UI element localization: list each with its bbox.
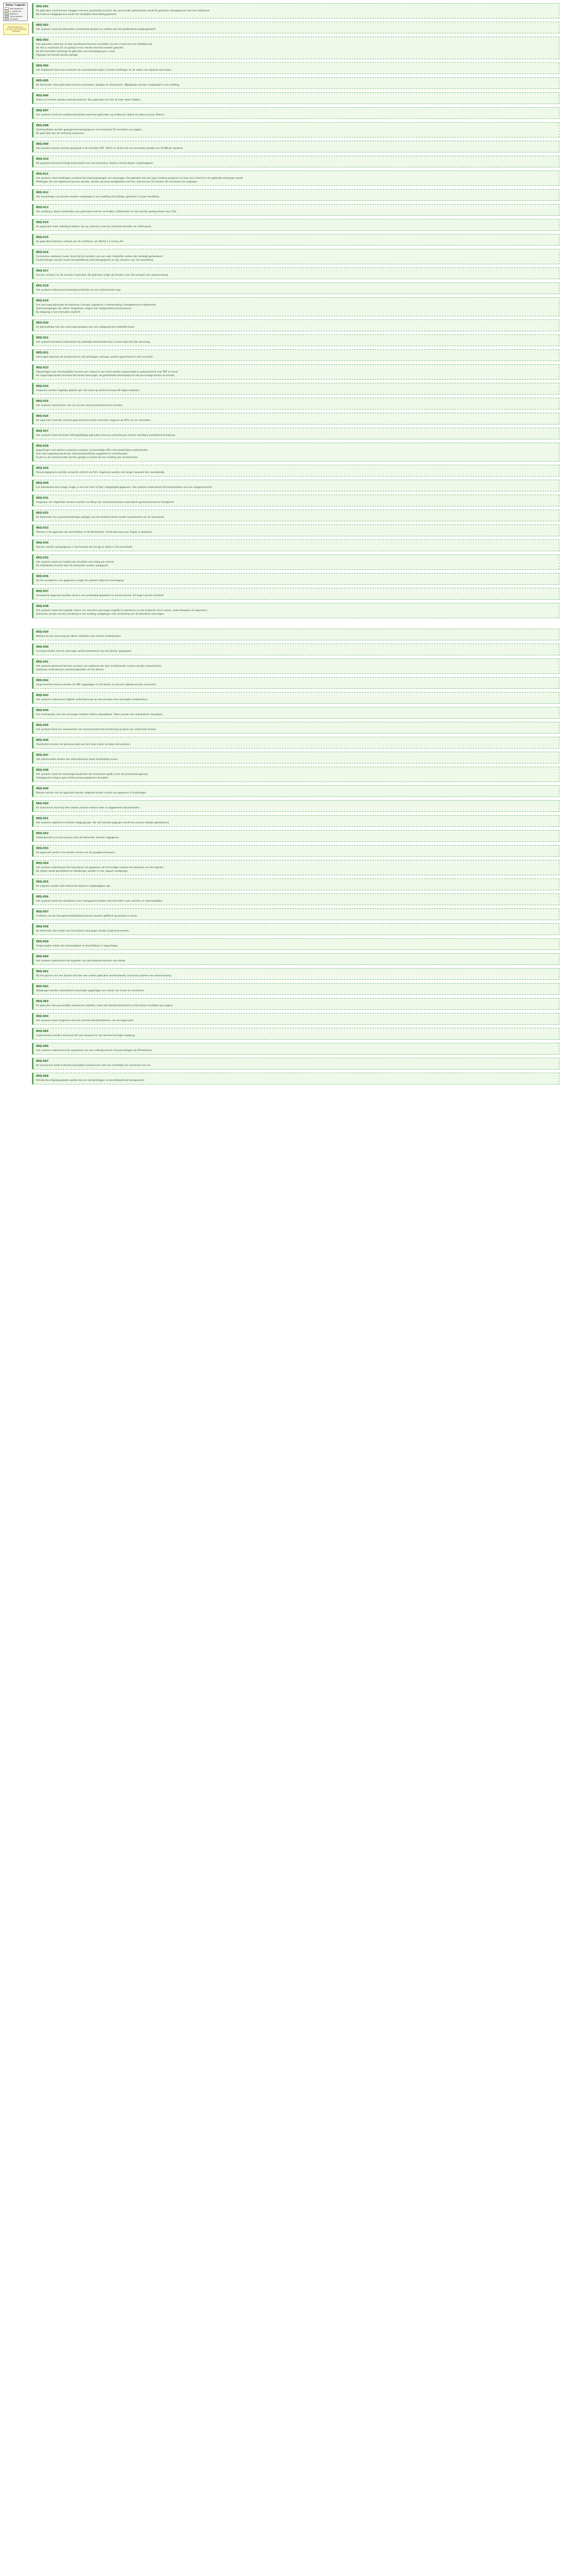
requirement-id: REQ-066: [36, 1045, 49, 1048]
requirement-text: Kritieke beveiligingsupdates worden binnen vijf werkdagen na beschikbaarheid doorgevoerd.: [36, 1079, 145, 1082]
requirement-text: Bij het verwijderen van gegevens vraagt het systeem altijd om bevestiging.: [36, 580, 124, 582]
requirement-id: REQ-046: [36, 739, 49, 742]
requirement-text: Het systeem moet het mogelijk maken om meerdere aanvragen tegelijk te selecteren en een bulkactie uit te voeren, zoals toewijzen of exporteren. Bulkacties worden als één handeling in het auditlog vastgelegd, met vermelding van de betrokken aanvragen.: [36, 609, 208, 616]
requirement-id: REQ-060: [36, 955, 49, 958]
requirement-text: Gegevens worden dagelijks geback-upt. Een back-up wordt minimaal 30 dagen bewaard.: [36, 389, 140, 392]
requirement-text: Het systeem moet minimaal 500 gelijktijdige gebruikers kunnen ondersteunen zonder merkbare prestatievermindering.: [36, 434, 176, 437]
requirement-id: REQ-038: [36, 605, 49, 608]
requirement-text: Datums worden weergegeven in het formaat dd-mm-jjjj en tijden in 24-uursnotatie.: [36, 546, 134, 549]
requirement-text: Een medewerker kan een vervanger instellen tijdens afwezigheid. Taken worden dan automatisch doorgezet.: [36, 714, 163, 716]
requirement-id: REQ-022: [36, 351, 49, 354]
requirement-block: [32, 908, 559, 920]
requirement-text: De behandelaar kan een aanvraag toewijzen aan een collega binnen hetzelfde team.: [36, 326, 135, 329]
requirement-block: [32, 383, 559, 395]
requirement-block: [32, 189, 559, 201]
requirement-id: REQ-005: [36, 79, 49, 82]
requirement-text: De beheerder moet gebruikers kunnen aanmaken, wijzigen en deactiveren. Wijzigingen worden vastgelegd in een auditlog.: [36, 84, 180, 87]
requirement-id: REQ-051: [36, 817, 49, 820]
requirement-block: [32, 785, 559, 797]
requirement-text: Het systeem moet binnen vier uur na een storing hersteld kunnen worden.: [36, 404, 123, 407]
legend-title: Status / Legende: [5, 4, 26, 6]
requirement-id: REQ-039: [36, 631, 49, 634]
requirement-text: Het dashboard toont een overzicht van openstaande taken, recente meldingen en de status van lopende aanvragen.: [36, 69, 172, 72]
requirement-text: Nieuwe versies van de applicatie worden uitgerold zonder verlies van gegevens of instellingen.: [36, 792, 147, 794]
requirement-id: REQ-004: [36, 64, 49, 67]
requirement-id: REQ-024: [36, 385, 49, 388]
requirement-block: [32, 893, 559, 905]
requirement-text: Teksten in de applicatie zijn beschikbaar in het Nederlands. Ondersteuning voor Engels is optioneel.: [36, 531, 153, 534]
legend-item: [5, 18, 26, 20]
requirement-text: Het systeem ondersteunt digitale ondertekening van documenten door bevoegde medewerkers.: [36, 699, 148, 701]
requirement-block: [32, 524, 559, 536]
legend-swatch: [5, 18, 9, 20]
requirement-block: [32, 77, 559, 89]
requirement-block: [32, 443, 559, 462]
requirement-id: REQ-043: [36, 694, 49, 697]
requirement-id: REQ-042: [36, 679, 49, 682]
requirement-id: REQ-014: [36, 221, 49, 224]
requirement-id: REQ-061: [36, 970, 49, 973]
requirement-block: [32, 413, 559, 425]
requirement-text: Het systeem moet integreren met het centrale identiteitsbeheer van de organisatie.: [36, 1020, 135, 1022]
requirement-id: REQ-012: [36, 191, 49, 194]
requirement-block: [32, 297, 559, 316]
requirement-block: [32, 998, 559, 1010]
requirement-id: REQ-065: [36, 1030, 49, 1033]
requirement-block: [32, 171, 559, 186]
requirement-id: REQ-031: [36, 497, 49, 500]
requirement-text: Het systeem moet een testomgeving bieden die functioneel gelijk is aan de productieomgeving. Testgegevens mogen geen echte persoonsgegevens bevatten.: [36, 773, 148, 779]
requirement-text: Een betrokkene kan inzage vragen in de over hem of haar vastgelegde gegevens. Het systeem ondersteunt het samenstellen van een inzageoverzicht.: [36, 486, 212, 489]
requirement-id: REQ-011: [36, 173, 49, 176]
requirement-id: REQ-025: [36, 400, 49, 403]
requirement-block: [32, 573, 559, 585]
requirement-block: [32, 737, 559, 749]
requirement-text: Grafieken op het managementdashboard kunnen worden gefilterd op periode en team.: [36, 915, 138, 918]
requirement-block: [32, 156, 559, 167]
requirement-text: Elk geüpload document krijgt automatisch een versienummer. Oudere versies blijven raadpleegbaar.: [36, 162, 154, 165]
requirement-text: Gegenereerde brieven worden als PDF opgeslagen in het dossier en kunnen digitaal worden verzonden.: [36, 684, 157, 686]
requirement-block: [32, 767, 559, 782]
requirements-list: [32, 3, 559, 1088]
requirement-id: REQ-020: [36, 321, 49, 325]
legend-label: Niet begonnen: [10, 7, 23, 10]
requirement-block: [32, 588, 559, 600]
requirement-block: [32, 334, 559, 346]
legend-label: Vervallen: [10, 18, 19, 20]
requirement-block: [32, 554, 559, 570]
requirement-block: [32, 1073, 559, 1084]
requirement-block: [32, 878, 559, 890]
requirement-text: Toegevoegde velden zijn doorzoekbaar en beschikbaar in rapportages.: [36, 945, 119, 947]
requirement-block: [32, 1043, 559, 1055]
requirement-text: Geblokkeerde accounts kunnen door de beheerder worden vrijgegeven.: [36, 837, 120, 839]
requirement-id: REQ-068: [36, 1075, 49, 1078]
requirement-block: [32, 249, 559, 264]
requirement-id: REQ-063: [36, 1000, 49, 1003]
requirement-block: [32, 364, 559, 380]
requirement-text: De gebruiker moet kunnen inloggen met een persoonlijk account. Na succesvolle authenticatie wordt de gebruiker doorgestuurd naar het dashboard. Bij foutieve inloggegevens wordt een duidelijke foutmelding getoond.: [36, 10, 210, 16]
requirement-text: Rapportages over doorlooptijden kunnen per maand en per team worden opgevraagd en geëxporteerd naar PDF en Excel. De rapportage bevat minimaal het aantal aanvragen, de gemiddelde doorlooptijd en het percentage binnen de termijn.: [36, 371, 179, 377]
requirement-id: REQ-021: [36, 336, 49, 340]
status-legend: [3, 3, 28, 21]
requirement-block: [32, 752, 559, 764]
requirement-id: REQ-026: [36, 415, 49, 418]
requirement-block: [32, 800, 559, 812]
requirement-id: REQ-034: [36, 541, 49, 545]
requirement-id: REQ-023: [36, 366, 49, 369]
requirement-text: Het systeem genereert brieven op basis van sjablonen die door de beheerder kunnen worden onderhouden. Sjablonen ondersteunen samenvoegvelden uit het dossier.: [36, 665, 162, 671]
requirement-block: [32, 282, 559, 294]
requirement-block: [32, 319, 559, 331]
requirement-block: [32, 92, 559, 104]
confidential-notice: VERTROUWELIJK — ALLEEN VOOR INTERN GEBRUIK: [3, 24, 29, 35]
requirement-block: [32, 603, 559, 618]
requirement-id: REQ-067: [36, 1060, 49, 1063]
requirement-id: REQ-027: [36, 430, 49, 433]
requirement-id: REQ-044: [36, 709, 49, 712]
requirement-id: REQ-062: [36, 985, 49, 988]
requirement-id: REQ-049: [36, 787, 49, 790]
requirement-text: Het systeem ondersteunt het importeren van gegevens uit het huidige systeem ten behoeve van de migratie. De import wordt gevalideerd en afwijkingen worden in een rapport vastgelegd.: [36, 867, 164, 873]
requirement-block: [32, 398, 559, 410]
requirement-text: Rollen en rechten worden centraal beheerd. Een gebruiker kan één of meer rollen hebben.: [36, 99, 142, 101]
requirement-id: REQ-040: [36, 646, 49, 649]
requirement-block: [32, 692, 559, 704]
requirement-id: REQ-017: [36, 269, 49, 273]
requirement-block: [32, 122, 559, 138]
requirement-block: [32, 722, 559, 734]
requirement-text: Formulieren valideren invoer direct bij het verlaten van een veld. Verplichte velden zijn duidelijk gemarkeerd. Foutmeldingen worden naast het betreffende veld weergegeven en zijn voorzien van een toelichting.: [36, 256, 163, 262]
requirement-text: Teamleiders kunnen de werkvoorraad van hun team inzien en taken herverdelen.: [36, 743, 131, 746]
requirement-block: [32, 1058, 559, 1070]
requirement-block: [32, 845, 559, 857]
requirement-text: Het systeem ondersteunt het koppelen van gerelateerde dossiers aan elkaar.: [36, 960, 126, 962]
requirement-block: [32, 860, 559, 875]
requirement-block: [32, 510, 559, 521]
requirement-block: [32, 1028, 559, 1040]
requirement-block: [32, 968, 559, 980]
legend-label: Afgerond: [10, 12, 18, 15]
requirement-text: De applicatie moet volledig bruikbaar zijn op schermen met een minimale breedte van 1024 pixels.: [36, 226, 152, 228]
requirement-id: REQ-057: [36, 910, 49, 913]
requirement-id: REQ-018: [36, 284, 49, 287]
requirement-block: [32, 643, 559, 655]
requirement-id: REQ-055: [36, 880, 49, 884]
requirement-block: [32, 830, 559, 842]
requirement-text: Notities bij een aanvraag zijn alleen zichtbaar voor interne medewerkers.: [36, 635, 122, 638]
requirement-block: [32, 629, 559, 640]
legend-label: In uitvoering: [10, 10, 22, 12]
requirement-id: REQ-045: [36, 724, 49, 727]
requirement-text: Koppelingen met externe systemen verlopen via beveiligde API's met wederzijdse authenticatie. Voor elke koppeling wordt een interfacespecificatie opgesteld en onderhouden. Fouten in de communicatie worden gelogd en leiden tot een melding aan de beheerder.: [36, 449, 148, 459]
requirement-text: Een gebruiker moet zijn of haar wachtwoord kunnen herstellen via een e-mail met een tijdelijke link. De link is maximaal 24 uur geldig en kan slechts eenmaal worden gebruikt. Na het herstellen ontvangt de gebruiker een bevestiging per e-mail. Pogingen tot herstel worden gelogd.: [36, 43, 153, 57]
requirement-text: Het systeem moet een helpfunctie bevatten met uitleg per scherm. De helpteksten kunnen door de beheerder worden aangepast.: [36, 561, 115, 567]
requirement-id: REQ-036: [36, 575, 49, 578]
requirement-block: [32, 234, 559, 246]
requirement-text: De applicatie werkt in de actuele versies van de gangbare browsers.: [36, 852, 116, 854]
requirement-id: REQ-054: [36, 862, 49, 865]
requirement-block: [32, 204, 559, 216]
requirement-block: [32, 677, 559, 689]
requirement-id: REQ-002: [36, 24, 49, 27]
requirement-block: [32, 539, 559, 551]
requirement-id: REQ-058: [36, 925, 49, 928]
requirement-block: [32, 219, 559, 231]
requirement-text: De applicatie moet bij normaal gebruik binnen twee seconden reageren op 95% van de verzoeken.: [36, 419, 152, 422]
requirement-block: [32, 707, 559, 719]
requirement-block: [32, 495, 559, 506]
requirement-block: [32, 37, 559, 59]
requirement-block: [32, 62, 559, 74]
requirement-id: REQ-028: [36, 445, 49, 448]
requirement-text: Wijzigingen worden automatisch tussentijds opgeslagen om verlies van invoer te voorkomen.: [36, 990, 145, 992]
requirement-text: Een aanvraag doorloopt de statussen Concept, Ingediend, In behandeling, Goedgekeurd en Afgewezen. Statusovergangen zijn alleen toegestaan volgens het vastgestelde processchema. Bij afwijzing is een motivatie verplicht.: [36, 304, 157, 314]
requirement-id: REQ-056: [36, 895, 49, 899]
requirement-block: [32, 938, 559, 950]
requirement-id: REQ-015: [36, 236, 49, 239]
requirement-text: Documenten kunnen worden geüpload in de formaten PDF, DOCX en XLSX met een maximale grootte van 20 MB per bestand.: [36, 147, 184, 150]
requirement-id: REQ-016: [36, 251, 49, 254]
requirement-text: Alle handelingen op dossiers worden vastgelegd in een auditlog met tijdstip, gebruiker en type handeling.: [36, 196, 160, 198]
requirement-text: Het systeem toont per medewerker een werkvoorraad met prioritering op basis van resterende termijn.: [36, 728, 157, 731]
requirement-id: REQ-019: [36, 299, 49, 302]
requirement-block: [32, 3, 559, 19]
requirement-id: REQ-047: [36, 754, 49, 757]
requirement-block: [32, 141, 559, 152]
requirement-id: REQ-030: [36, 482, 49, 485]
requirement-text: Het systeem registreert mislukte inlogpogingen. Na vijf mislukte pogingen wordt het account tijdelijk geblokkeerd.: [36, 822, 170, 824]
requirement-text: Alle datumvelden bieden een kalenderkeuze naast handmatige invoer.: [36, 758, 119, 761]
requirement-text: Het systeem ondersteunt tweestapsverificatie via een authenticator-app.: [36, 289, 122, 292]
requirement-text: Bij het openen van een dossier dat door een andere gebruiker wordt bewerkt, toont het systeem een waarschuwing.: [36, 975, 172, 977]
legend-label: Geaccepteerd: [10, 15, 23, 18]
requirement-text: Verwijderde gegevens worden eerst in een prullenbak geplaatst en kunnen binnen 30 dagen worden hersteld.: [36, 595, 164, 597]
requirement-id: REQ-032: [36, 512, 49, 515]
requirement-id: REQ-007: [36, 109, 49, 112]
requirement-id: REQ-013: [36, 206, 49, 209]
requirement-id: REQ-035: [36, 556, 49, 560]
requirement-id: REQ-048: [36, 769, 49, 772]
requirement-text: Aanvragen waarvan de termijn binnen vijf werkdagen verloopt, worden gemarkeerd in het overzicht.: [36, 356, 154, 359]
requirement-text: De gebruikersinterface voldoet aan de richtlijnen van WCAG 2.1 niveau AA.: [36, 241, 124, 243]
requirement-block: [32, 465, 559, 477]
requirement-block: [32, 349, 559, 361]
requirement-id: REQ-008: [36, 124, 49, 127]
requirement-text: Het systeem moet een dashboard voor management bieden met kerncijfers over volumes en doorlooptijden.: [36, 900, 163, 903]
requirement-id: REQ-050: [36, 802, 49, 805]
requirement-id: REQ-033: [36, 527, 49, 530]
requirement-id: REQ-064: [36, 1015, 49, 1018]
requirement-text: Het systeem ondersteunt het exporteren van een volledig dossier inclusief bijlagen als ZIP-bestand.: [36, 1049, 153, 1052]
requirement-text: Na migratie moeten alle historische dossiers raadpleegbaar zijn.: [36, 885, 111, 888]
requirement-id: REQ-006: [36, 94, 49, 97]
requirement-block: [32, 22, 559, 33]
requirement-id: REQ-053: [36, 847, 49, 850]
requirement-text: Logbestanden worden minimaal één jaar bewaard en zijn beschermd tegen wijziging.: [36, 1035, 136, 1037]
requirement-block: [32, 107, 559, 119]
requirement-text: Correspondentie met de aanvrager wordt automatisch aan het dossier gekoppeld.: [36, 650, 132, 653]
requirement-text: De leverancier biedt ondersteuning tijdens kantooruren met een reactietijd van maximaal vier uur.: [36, 1064, 151, 1067]
requirement-text: Persoonsgegevens worden verwerkt conform de AVG. Gegevens worden niet langer bewaard dan noodzakelijk.: [36, 471, 165, 474]
requirement-id: REQ-052: [36, 832, 49, 835]
requirement-text: De beheerder kan velden aan formulieren toevoegen zonder programmeerwerk.: [36, 930, 130, 933]
requirement-id: REQ-001: [36, 5, 49, 8]
requirement-id: REQ-059: [36, 940, 49, 943]
requirement-id: REQ-041: [36, 660, 49, 664]
requirement-block: [32, 923, 559, 935]
requirement-block: [32, 983, 559, 995]
requirement-block: [32, 267, 559, 279]
requirement-text: Het systeem moet meldingen versturen bij statuswijzigingen van aanvragen. De gebruiker kan per type melding aangeven of deze via e-mail of in de applicatie ontvangen wordt. Meldingen die niet afgeleverd kunnen worden, worden opnieuw aangeboden met een interval van 15 minuten tot maximaal vier pogingen.: [36, 177, 244, 183]
requirement-block: [32, 428, 559, 439]
requirement-text: Gegevens van afgesloten dossiers worden na afloop van de bewaartermijn automatisch geanonimiseerd of verwijderd.: [36, 501, 175, 504]
requirement-text: Het systeem berekent automatisch de wettelijke behandeltermijn en toont deze bij elke aanvraag.: [36, 341, 151, 344]
requirement-text: Zoekresultaten worden gepagineerd weergegeven met maximaal 25 resultaten per pagina. De gebruiker kan de sortering aanpassen.: [36, 129, 143, 135]
requirement-id: REQ-029: [36, 467, 49, 470]
requirement-block: [32, 480, 559, 492]
requirement-id: REQ-037: [36, 590, 49, 593]
requirement-block: [32, 953, 559, 965]
requirement-text: Het systeem moet een zoekfunctie bieden waarmee gebruikers op trefwoord, datum en status kunnen filteren.: [36, 114, 165, 116]
requirement-id: REQ-010: [36, 158, 49, 161]
requirement-block: [32, 1013, 559, 1025]
requirement-block: [32, 815, 559, 827]
requirement-text: De beheerder kan systeeminstellingen wijzigen via een beheerscherm zonder tussenkomst van de leverancier.: [36, 516, 165, 519]
requirement-id: REQ-009: [36, 143, 49, 146]
requirement-text: Het systeem moet wachtwoorden versleuteld opslaan en voldoen aan het geldende beveiligingsbeleid.: [36, 28, 156, 31]
requirement-text: De gebruiker kan persoonlijke voorkeuren instellen, zoals het standaardoverzicht en het aantal resultaten per pagina.: [36, 1005, 173, 1007]
requirement-block: [32, 658, 559, 674]
requirement-text: De leverancier levert bij elke release actuele release notes en bijgewerkte documentatie.: [36, 807, 140, 809]
requirement-id: REQ-003: [36, 39, 49, 42]
requirement-text: Sessies verlopen na 30 minuten inactiviteit. De gebruiker krijgt vijf minuten voor het verlopen een waarschuwing.: [36, 274, 169, 277]
requirement-text: Het auditlog is alleen inzichtelijk voor gebruikers met de rol Auditor of Beheerder en kan worden geëxporteerd naar CSV.: [36, 211, 177, 213]
